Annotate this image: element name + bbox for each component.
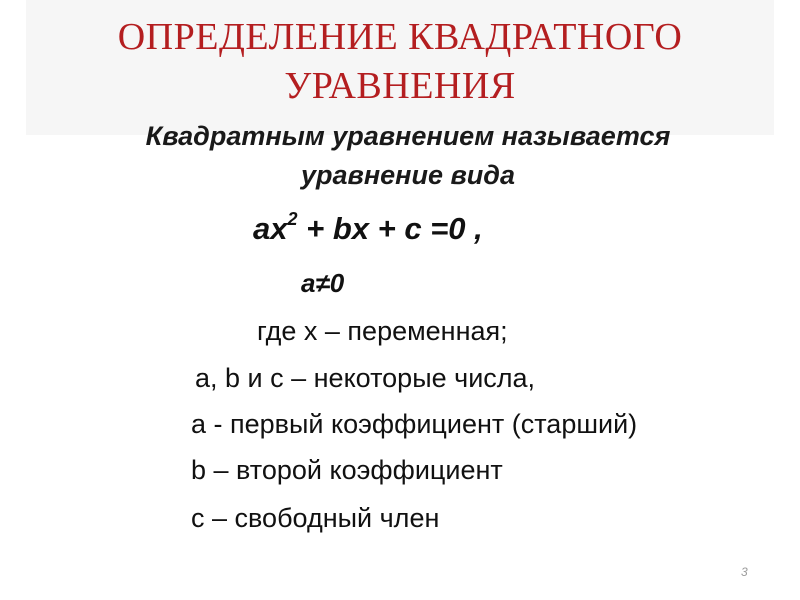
slide-title-line-2: УРАВНЕНИЯ [284, 65, 516, 107]
first-coefficient-explanation: a - первый коэффициент (старший) [191, 409, 638, 439]
page-number: 3 [741, 565, 748, 579]
variable-explanation: где x – переменная; [257, 316, 508, 346]
coefficients-explanation: a, b и c – некоторые числа, [195, 363, 536, 393]
condition-a-not-zero: a≠0 [301, 268, 345, 298]
second-coefficient-explanation: b – второй коэффициент [191, 455, 503, 485]
formula-part-1: ax [253, 211, 288, 246]
free-term-explanation: c – свободный член [191, 503, 440, 533]
definition-line-1: Квадратным уравнением называется [145, 121, 671, 151]
formula-part-2: + bx + c =0 , [297, 211, 483, 246]
slide-title-line-1: ОПРЕДЕЛЕНИЕ КВАДРАТНОГО [117, 16, 683, 58]
formula-exponent: 2 [287, 209, 298, 229]
definition-line-2: уравнение вида [301, 160, 515, 190]
quadratic-formula [253, 211, 483, 247]
